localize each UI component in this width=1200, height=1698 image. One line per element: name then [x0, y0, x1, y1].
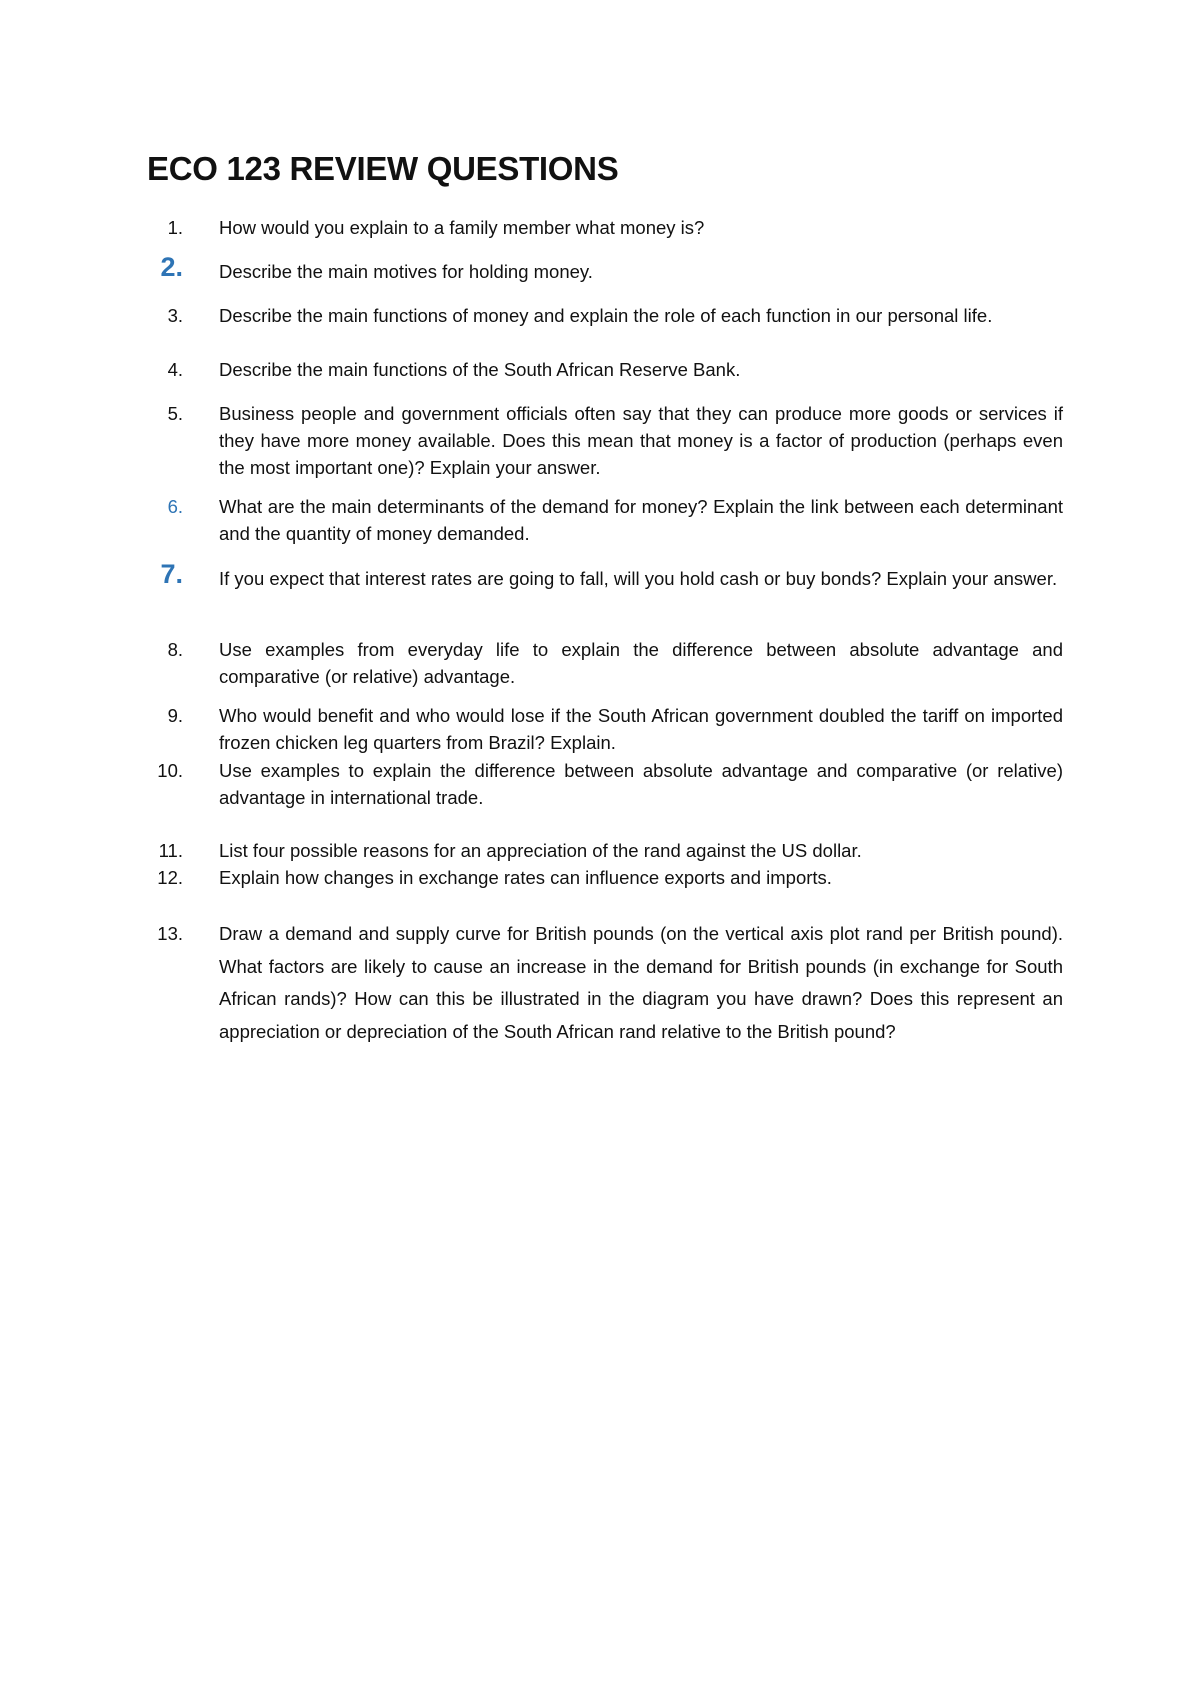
question-number: 8. — [167, 639, 183, 660]
question-item — [147, 918, 1063, 1048]
question-item — [147, 864, 1063, 891]
question-item — [147, 559, 1063, 592]
question-text: Describe the main functions of money and explain the role of each function in our personal life. — [219, 305, 993, 326]
question-item — [147, 636, 1063, 690]
question-number: 12. — [157, 867, 183, 888]
question-number: 7. — [160, 559, 183, 589]
question-number: 1. — [167, 217, 183, 238]
question-number: 3. — [167, 305, 183, 326]
question-item — [147, 356, 1063, 383]
question-text: If you expect that interest rates are going to fall, will you hold cash or buy bonds? Explain your answer. — [219, 568, 1058, 589]
question-number: 13. — [157, 923, 183, 944]
question-item — [147, 702, 1063, 756]
question-number: 2. — [160, 252, 183, 282]
question-item — [147, 493, 1063, 547]
question-number: 5. — [167, 403, 183, 424]
question-text: Who would benefit and who would lose if the South African government doubled the tariff on imported frozen chicken leg quarters from Brazil? Explain. — [219, 705, 1063, 753]
question-text: Describe the main motives for holding money. — [219, 261, 593, 282]
question-text: Use examples to explain the difference between absolute advantage and comparative (or relative) advantage in international trade. — [219, 760, 1063, 808]
question-number: 11. — [158, 840, 183, 861]
question-item — [147, 400, 1063, 481]
question-item — [147, 252, 1063, 285]
question-text: Explain how changes in exchange rates can influence exports and imports. — [219, 867, 832, 888]
question-item — [147, 302, 1063, 329]
question-text: How would you explain to a family member what money is? — [219, 217, 705, 238]
question-item — [147, 214, 1063, 241]
question-text: List four possible reasons for an appreciation of the rand against the US dollar. — [219, 840, 862, 861]
question-number: 4. — [167, 359, 183, 380]
question-item — [147, 837, 1063, 864]
question-text: Use examples from everyday life to explain the difference between absolute advantage and comparative (or relative) advantage. — [219, 639, 1063, 687]
question-number: 6. — [167, 496, 183, 517]
question-text: Business people and government officials often say that they can produce more goods or services if they have more money available. Does this mean that money is a factor of production (perhaps even the most important one)? Explain your answer. — [219, 403, 1063, 478]
question-item — [147, 757, 1063, 811]
question-text: Describe the main functions of the South African Reserve Bank. — [219, 359, 741, 380]
question-text: Draw a demand and supply curve for British pounds (on the vertical axis plot rand per British pound). What factors are likely to cause an increase in the demand for British pounds (in exchange for South African rands)? How can this be illustrated in the diagram you have drawn? Does this represent an appreciation or depreciation of the South African rand relative to the British pound? — [219, 923, 1063, 1042]
question-number: 9. — [167, 705, 183, 726]
document-title: ECO 123 REVIEW QUESTIONS — [147, 150, 619, 187]
question-text: What are the main determinants of the demand for money? Explain the link between each determinant and the quantity of money demanded. — [219, 496, 1063, 544]
question-number: 10. — [157, 760, 183, 781]
